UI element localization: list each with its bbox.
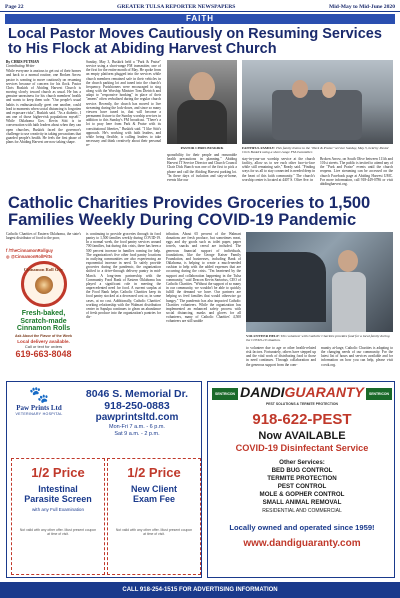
dandi-covid-service: COVID-19 Disinfectant Service	[235, 443, 369, 453]
story1-column-3: sponsibility for their people and reasonable health precautions in planning." Abiding Harvest IT Service Director and Church Council Chair Dick Bunch was one of the first to pick a phone and call the Abiding Harvest parking lot. "In these days of isolation and stay-at-home, events like our	[167, 153, 237, 182]
instagram-link[interactable]: ◎ @CinnamonRollPitts	[6, 253, 53, 259]
family-photo	[242, 60, 393, 144]
pastor-photo-caption: PASTOR CHRIS BUSKIRK	[180, 146, 224, 150]
issue-date: Mid-May to Mid-June 2020	[328, 4, 395, 10]
story1-column-5: Broken Arrow, on South Olive between 111th and 101st streets. The public is invited to attend any of the "Park and Praise" events until the church reopens. Live streaming can be accessed on the church Facebook page at Abiding Harvest UMC. For more information, call 918-449-0786 or visit abidingharvest.org.	[320, 157, 393, 186]
story1-column-4: stay-in-your-car worship service at the church facility, allow us to see each other face-to-face while still remaining safe," Ready said. "Finding ways for us all to stay connected is needed deep in the heart of this faith community." The church's worship center is located at 4407 S. Olive Ave. in	[242, 157, 315, 182]
ad-call-text: Call or text for orders	[24, 343, 63, 349]
cinnamon-roll-icon	[35, 276, 53, 294]
page-header	[0, 0, 400, 12]
face-shape	[189, 72, 215, 102]
ad-delivery: Local delivery available.	[17, 338, 70, 344]
story1-col1-text: While everyone is anxious to get out of their homes and back to a normal routine, one Broken Arrow pastor is wanting to move cautiously on resuming services because of concern for his flock. Pastor Chris Buskirk of Abiding Harvest Church is moving slowly toward church as usual. He has a genuine uneasiness for his church members' health and wants to keep them safe. "Our people's usual habits is enthusiastically greet one another, could lead to moments when social distancing is forgotten and exposure risks", Buskirk said. "As a diabetic, I am one of those higher-risk populations myself." While Oklahoma Gov. Kevin Stitt is in conversation with faith leaders about when they can open churches, Buskirk faced the governor's challenge to use creativity in taking precautions that guarded people's health. He feels the first phase of plans for Abiding Harvest are now taking shape.	[6, 69, 81, 144]
paw-prints-website[interactable]: pawprintsltd.com	[95, 412, 179, 423]
byline: By CHRIS PUTMAN Contributing Writer	[6, 60, 40, 69]
person-shape	[322, 82, 336, 98]
sentricon-badge-right: SENTRICON	[366, 388, 392, 400]
dandi-phone[interactable]: 918-622-PEST	[252, 411, 352, 428]
ad-phone[interactable]: 619-663-8048	[15, 348, 72, 359]
coupon-parasite-screen[interactable]: 1/2 Price Intestinal Parasite Screen with any Full Examination Not valid with any other offer. Must present coupon at time of visit.	[11, 458, 105, 575]
paw-prints-logo: 🐾 Paw Prints Ltd VETERINARY HOSPITAL	[11, 388, 67, 416]
page-number: Page 22	[5, 4, 24, 10]
ad-tagline: Fresh-baked, Scratch-made Cinnamon Rolls	[16, 310, 71, 332]
facebook-icon: f	[6, 248, 8, 253]
jacket-shape	[177, 100, 227, 144]
dandi-website[interactable]: www.dandiguaranty.com	[243, 538, 361, 549]
person-shape	[292, 80, 308, 98]
advertising-footer: CALL 918-254-1515 FOR ADVERTISING INFORMATION	[0, 582, 400, 598]
story2-column-2: is continuing to provide groceries through its food pantry to 1,500 families weekly during COVID-19. In a normal week, the food pantry services around 700 families, but during this crisis, there has been a 500 percent increase in families coming for help. The organization's five other food pantry locations in outlying communities are also experiencing an exponential increase in need. To safely provide groceries during the pandemic, the organization shifted to a drive-through delivery pantry in mid-March. A long-term partnership with the Community Food Bank of Eastern Oklahoma has played a significant role in meeting the unprecedented need for food. A current surplus at the Food Bank helps Catholic Charities keep its food pantry stocked at a decreased cost or, in some cases, at no cost. Additionally, Catholic Charities' working relationship with the Walmart distribution center in Sapulpa continues to glean an abundance of fresh produce into the organization's pantries for dis-	[86, 232, 161, 320]
paw-prints-ad	[6, 381, 202, 578]
publication-name: GREATER TULSA REPORTER NEWSPAPERS	[117, 4, 236, 10]
volunteer-photo-caption: VOLUNTEER HELP: This volunteer with Catholic Charities provides food for a local family during the COVID-19 situation.	[246, 334, 390, 342]
pastor-photo	[167, 60, 237, 144]
dandi-guaranty-ad	[207, 381, 395, 578]
family-photo-caption: FAITHFUL FAMILY: This family listens to the "Park & Praise" service Sunday, May 3, held by Pastor Chris Buskirk using a short-range FM transmitter.	[242, 146, 389, 154]
story1-column-2: Sunday, May 3, Buskirk held a "Park & Praise" service using a short-range FM transmitter, one of the first for the entire month of May. He spoke from an empty platform plugged into the services while church members remained safe in their vehicles in the church parking lot and tuned into the church's frequency. Parishioners were encouraged to sing along with the Worship Minister Tom Dietrich and adapt to "responsive honking" in place of their "amens" often verbalized during the regular church service. Recently, the church has moved to live streaming during the lock-down, and since so many viewers have tuned in, that will become a permanent fixture to the Sunday worship services in addition to this Sunday's FM broadcast. "There's a lot to pray here from Park & Praise with its constitutional liberties," Buskirk said. "I like Stitt's approach. He's working with faith leaders, and while being flexible, is calling leaders to take necessary and think creatively about their personal re-	[86, 60, 161, 148]
story1-column-1	[6, 60, 81, 192]
paw-icon: 🐾	[29, 387, 49, 404]
story2-column-3: tribution. About 65 percent of the Walmart donations are fresh produce, but sometimes meat, eggs and dry goods such as toilet paper, paper towels, snacks and cereal are included. The generous financial support of individuals, foundations, like the George Kaiser Family Foundation, and businesses, including Bank of Oklahoma, is helping to create a much-needed cushion to help with the added expenses that are occurring during the crisis. "I'm heartened by the support and collaboration happening in the Tulsa community," said Deacon Kevin Sartorius, CEO of Catholic Charities. "Without the support of so many in our community, we wouldn't be able to quickly fulfill the demand we have. Our partners are helping us feed families that would otherwise go hungry." The pandemic has also impacted Catholic Charities volunteers. While the organization has implemented an enhanced safety process with social distancing, masks and gloves for all volunteers, many of Catholic Charities' 4,500 volunteers are still unable	[166, 232, 241, 324]
volunteer-photo	[246, 232, 393, 332]
cinnamon-roll-ad	[6, 248, 81, 374]
volunteer-head-shape	[338, 250, 358, 272]
logo-text: Cinnamon Roll Guy	[23, 267, 64, 272]
dandi-logo: DANDIGUARANTY PEST SOLUTIONS & TERMITE PROTECTION	[240, 384, 364, 406]
dandi-services-list: Other Services: BED BUG CONTROL TERMITE PROTECTION PEST CONTROL MOLE & GOPHER CONTROL SMALL ANIMAL REMOVAL RESIDENTIAL AND COMMERCIAL	[259, 459, 345, 514]
volunteer-body-shape	[332, 272, 366, 332]
cinnamon-roll-logo	[21, 261, 67, 307]
instagram-icon: ◎	[6, 253, 10, 259]
section-banner: FAITH	[5, 14, 395, 24]
dandi-now-available: Now AVAILABLE	[258, 430, 346, 442]
coupon-new-client-exam[interactable]: 1/2 Price New Client Exam Fee Not valid with any other offer. Must present coupon at time of visit.	[107, 458, 201, 575]
story2-column-5: munity at-large, Catholic Charities is adapting to the changing needs of our community. For the latest list of hours and services available and for information on how you can help, please visit cceok.org.	[321, 346, 393, 367]
car-shape	[272, 90, 362, 140]
paw-prints-phone[interactable]: 918-250-0883	[104, 400, 170, 412]
story2-headline: Catholic Charities Provides Groceries to 1,500 Families Weekly During COVID-19 Pandemic	[8, 194, 371, 230]
sentricon-badge-left: SENTRICON	[212, 388, 238, 400]
dandi-locally-owned: Locally owned and operated since 1959!	[229, 523, 375, 532]
story2-column-1: Catholic Charities of Eastern Oklahoma, the state's largest distributor of food to the poor,	[6, 232, 81, 241]
facebook-link[interactable]: f /TheCinnamonRollguy	[6, 248, 54, 253]
ad-flavor: Ask About the Flavor of the Week	[14, 333, 73, 338]
paw-prints-contact: 8046 S. Memorial Dr. 918-250-0883 pawprintsltd.com Mon-Fri 7 a.m. - 6 p.m. Sat 9 a.m. - 2 p.m.	[73, 388, 201, 438]
story2-column-4: to volunteer due to age or other health-related risk factors. Fortunately, others have stepped up and the vital work of distributing food to those in need continues. Through collaboration and the generous support from the com-	[246, 346, 316, 367]
story1-headline: Local Pastor Moves Cautiously on Resuming Services to His Flock at Abiding Harvest Church	[8, 26, 382, 57]
vehicle-shape	[246, 252, 326, 322]
